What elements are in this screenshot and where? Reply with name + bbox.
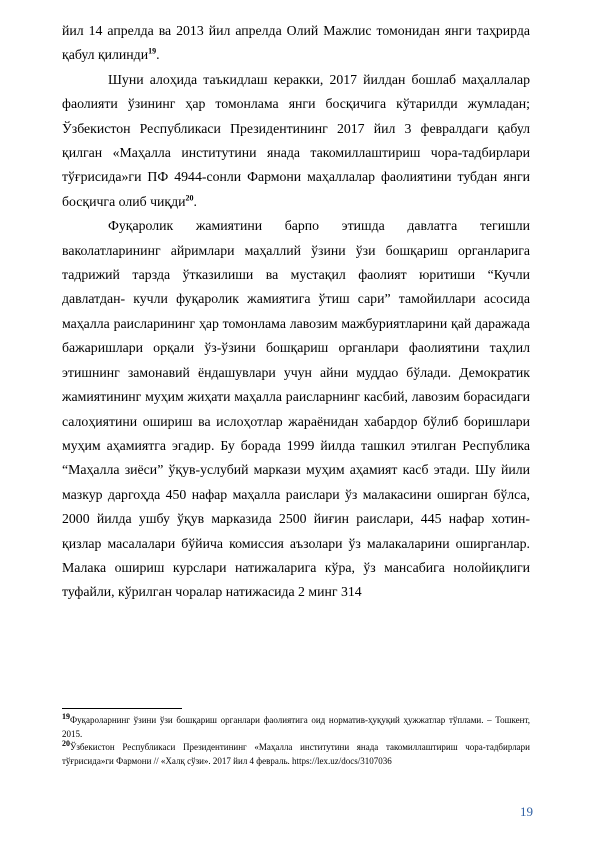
paragraph-2-end: .: [193, 193, 197, 209]
footnote-20-text: Ўзбекистон Республикаси Президентининг «Маҳалла институтини янада такомиллаштириш чора-тадбирлари тўғрисида»ги Фармони // «Халқ сўзи». 2017 йил 4 февраль. https://lex.uz/docs/3107036: [62, 742, 530, 766]
page-number: 19: [520, 804, 533, 819]
paragraph-2-text: Шуни алоҳида таъкидлаш керакки, 2017 йилдан бошлаб маҳаллалар фаолияти ўзининг ҳар томонлама янги босқичига кўтарилди жумладан; Ўзбекистон Республикаси Президентининг 2017 йил 3 февралдаги қабул қилган «Маҳалла институтини янада такомиллаштириш чора-тадбирлари тўғрисида»ги ПФ 4944-сонли Фармони маҳаллалар фаолиятини тубдан янги босқичга олиб чиқди: [62, 71, 530, 209]
document-body: [62, 0, 530, 605]
footnotes: [62, 714, 530, 768]
paragraph-3-text: Фуқаролик жамиятини барпо этишда давлатга тегишли ваколатларининг айримлари маҳаллий ўзини ўзи бошқариш органларига тадрижий тарзда ўтказилиши ва мустақил фаолият юритиши “Кучли давлатдан- кучли фуқаролик жамиятига ўтиш сари” тамойиллари асосида маҳалла раисларининг ҳар томонлама лавозим мажбуриятларини қай даражада бажаришлари орқали ўз-ўзини бошқариш органлари фаолиятини таҳлил этишнинг замонавий ёндашувлари учун айни муддао бўлади. Демократик жамиятининг муҳим жиҳати маҳалла раисларнинг касбий, лавозим борасидаги салоҳиятини ошириш ва ислоҳотлар жараёнидан хабардор бўлиб боришлари муҳим аҳамиятга эгадир. Бу борада 1999 йилда ташкил этилган Республика “Маҳалла зиёси” ўқув-услубий маркази муҳим аҳамият касб этади. Шу йили мазкур даргоҳда 450 нафар маҳалла раислари ўз малакасини оширган бўлса, 2000 йилда ушбу ўқув марказида 2500 йиғин раислари, 445 нафар хотин-қизлар масалалари бўйича комиссия аъзолари ўз малакаларини оширганлар. Малака ошириш курслари натижаларига кўра, ўз мансабига нолойиқлиги туфайли, кўрилган чоралар натижасида 2 минг 314: [62, 218, 530, 600]
paragraph-1-text: йил 14 апрелда ва 2013 йил апрелда Олий Мажлис томонидан янги таҳрирда қабул қилинди: [62, 23, 530, 63]
footnote-20-number: 20: [62, 739, 70, 749]
paragraph-2: [62, 68, 530, 214]
footnote-ref-19[interactable]: 19: [148, 46, 157, 56]
footnote-19-number: 19: [62, 712, 70, 721]
paragraph-1-end: .: [156, 47, 160, 63]
footnote-19-text: Фуқароларнинг ўзини ўзи бошқариш органлари фаолиятига оид норматив-ҳуқуқий ҳужжатлар тўплами. – Тошкент, 2015.: [62, 715, 530, 739]
footnote-separator: [62, 708, 182, 709]
paragraph-1: [62, 19, 530, 68]
footnote-20: [62, 741, 530, 768]
paragraph-3: [62, 214, 530, 605]
footnote-19: [62, 714, 530, 741]
footnote-ref-20[interactable]: 20: [185, 193, 194, 203]
